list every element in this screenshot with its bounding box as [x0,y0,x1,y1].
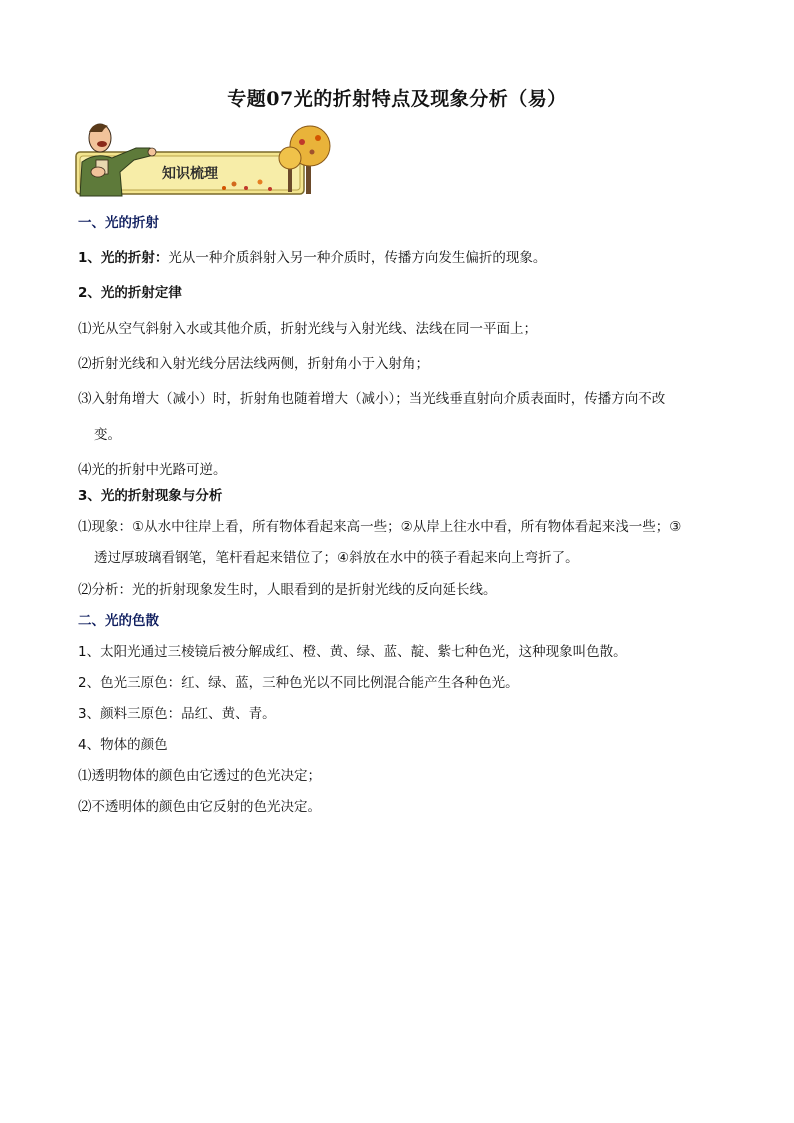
color-item-1: ⑴透明物体的颜色由它透过的色光决定； [78,768,321,784]
analysis-line: ⑵分析：光的折射现象发生时，人眼看到的是折射光线的反向延长线。 [78,582,497,598]
dispersion-item-2: 2、色光三原色：红、绿、蓝，三种色光以不同比例混合能产生各种色光。 [78,675,519,691]
paragraph-refraction-definition [78,246,546,266]
definition-label: 1、光的折射： [78,250,169,266]
law-item-1: ⑴光从空气斜射入水或其他介质，折射光线与入射光线、法线在同一平面上； [78,321,537,337]
banner-label: 知识梳理 [162,166,218,182]
dispersion-item-3: 3、颜料三原色：品红、黄、青。 [78,706,276,722]
page-title: 专题07光的折射特点及现象分析（易） [227,88,567,110]
law-item-3-line-2: 变。 [94,427,121,443]
phenomena-line-2: 透过厚玻璃看钢笔，笔杆看起来错位了；④斜放在水中的筷子看起来向上弯折了。 [94,550,579,566]
law-item-4: ⑷光的折射中光路可逆。 [78,462,227,478]
refraction-law-heading: 2、光的折射定律 [78,285,182,301]
definition-text: 光从一种介质斜射入另一种介质时，传播方向发生偏折的现象。 [168,250,547,266]
phenomena-heading: 3、光的折射现象与分析 [78,488,223,504]
knowledge-banner [74,116,336,200]
color-item-2: ⑵不透明体的颜色由它反射的色光决定。 [78,799,321,815]
law-item-3-line-1: ⑶入射角增大（减小）时，折射角也随着增大（减小）；当光线垂直射向介质表面时，传播方向不改 [78,391,666,407]
section-1-heading: 一、光的折射 [78,215,159,231]
phenomena-line-1: ⑴现象：①从水中往岸上看，所有物体看起来高一些；②从岸上往水中看，所有物体看起来浅一些；③ [78,519,682,535]
section-2-heading: 二、光的色散 [78,613,159,629]
law-item-2: ⑵折射光线和入射光线分居法线两侧，折射角小于入射角； [78,356,429,372]
dispersion-item-1: 1、太阳光通过三棱镜后被分解成红、橙、黄、绿、蓝、靛、紫七种色光，这种现象叫色散。 [78,644,627,660]
dispersion-item-4: 4、物体的颜色 [78,737,168,753]
